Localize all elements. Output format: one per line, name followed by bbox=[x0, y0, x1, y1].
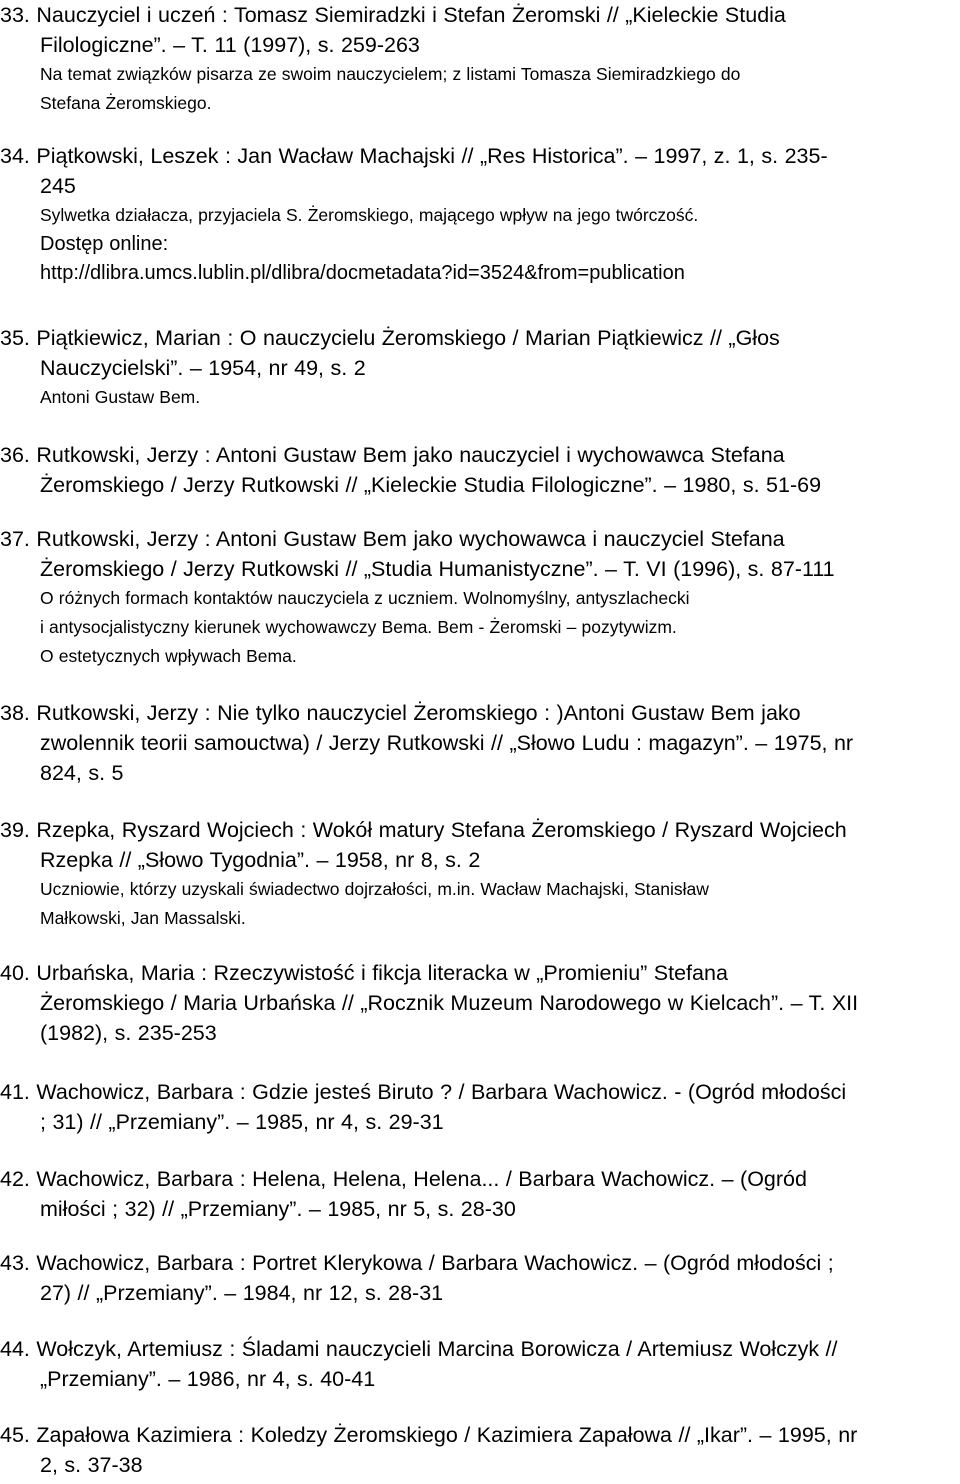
entry-citation bbox=[0, 958, 955, 1048]
entry-number: 44. bbox=[0, 1337, 30, 1361]
bibliography-entry-44 bbox=[0, 1334, 955, 1394]
entry-citation bbox=[0, 1248, 955, 1308]
annotation-line: Uczniowie, którzy uzyskali świadectwo dojrzałości, m.in. Wacław Machajski, Stanisław bbox=[40, 879, 709, 899]
entry-citation bbox=[0, 1334, 955, 1394]
bibliography-entry-45 bbox=[0, 1420, 955, 1480]
bibliography-entry-43 bbox=[0, 1248, 955, 1308]
entry-number: 41. bbox=[0, 1080, 30, 1104]
citation-line: Nauczycielski”. – 1954, nr 49, s. 2 bbox=[40, 356, 366, 380]
citation-line: 2, s. 37-38 bbox=[40, 1453, 143, 1477]
citation-line: 824, s. 5 bbox=[40, 761, 124, 785]
citation-line: Piątkiewicz, Marian : O nauczycielu Żeromskiego / Marian Piątkiewicz // „Głos bbox=[36, 326, 780, 350]
entry-annotation bbox=[0, 383, 955, 412]
bibliography-entry-37 bbox=[0, 524, 955, 671]
citation-line: zwolennik teorii samouctwa) / Jerzy Rutkowski // „Słowo Ludu : magazyn”. – 1975, nr bbox=[40, 731, 854, 755]
annotation-line: Dostęp online: bbox=[40, 233, 169, 255]
citation-line: Rutkowski, Jerzy : Antoni Gustaw Bem jako wychowawca i nauczyciel Stefana bbox=[36, 527, 785, 551]
entry-citation bbox=[0, 1420, 955, 1480]
entry-annotation bbox=[0, 584, 955, 671]
bibliography-entry-39 bbox=[0, 815, 955, 933]
citation-line: Żeromskiego / Jerzy Rutkowski // „Studia Humanistyczne”. – T. VI (1996), s. 87-111 bbox=[40, 557, 835, 581]
citation-line: miłości ; 32) // „Przemiany”. – 1985, nr 5, s. 28-30 bbox=[40, 1197, 516, 1221]
citation-line: Nauczyciel i uczeń : Tomasz Siemiradzki i Stefan Żeromski // „Kieleckie Studia bbox=[36, 3, 786, 27]
entry-number: 34. bbox=[0, 144, 30, 168]
entry-number: 45. bbox=[0, 1423, 30, 1447]
entry-annotation bbox=[0, 875, 955, 933]
citation-line: Rzepka // „Słowo Tygodnia”. – 1958, nr 8, s. 2 bbox=[40, 848, 481, 872]
entry-number: 40. bbox=[0, 961, 30, 985]
entry-citation bbox=[0, 1077, 955, 1137]
entry-citation bbox=[0, 440, 955, 500]
citation-line: „Przemiany”. – 1986, nr 4, s. 40-41 bbox=[40, 1367, 376, 1391]
entry-citation bbox=[0, 0, 955, 60]
annotation-line: O różnych formach kontaktów nauczyciela z uczniem. Wolnomyślny, antyszlachecki bbox=[40, 588, 690, 608]
annotation-line: Stefana Żeromskiego. bbox=[40, 93, 212, 113]
entry-number: 33. bbox=[0, 3, 30, 27]
citation-line: Piątkowski, Leszek : Jan Wacław Machajski // „Res Historica”. – 1997, z. 1, s. 235- bbox=[36, 144, 828, 168]
bibliography-entry-35 bbox=[0, 323, 955, 412]
bibliography-entry-40 bbox=[0, 958, 955, 1048]
annotation-line: Na temat związków pisarza ze swoim nauczycielem; z listami Tomasza Siemiradzkiego do bbox=[40, 64, 741, 84]
citation-line: Filologiczne”. – T. 11 (1997), s. 259-263 bbox=[40, 33, 420, 57]
entry-citation bbox=[0, 1164, 955, 1224]
entry-number: 37. bbox=[0, 527, 30, 551]
annotation-line: i antysocjalistyczny kierunek wychowawczy Bema. Bem - Żeromski – pozytywizm. bbox=[40, 617, 677, 637]
citation-line: Żeromskiego / Jerzy Rutkowski // „Kieleckie Studia Filologiczne”. – 1980, s. 51-69 bbox=[40, 473, 822, 497]
entry-citation bbox=[0, 815, 955, 875]
entry-number: 35. bbox=[0, 326, 30, 350]
citation-line: Wachowicz, Barbara : Helena, Helena, Helena... / Barbara Wachowicz. – (Ogród bbox=[36, 1167, 807, 1191]
annotation-line: Małkowski, Jan Massalski. bbox=[40, 908, 246, 928]
citation-line: Urbańska, Maria : Rzeczywistość i fikcja literacka w „Promieniu” Stefana bbox=[36, 961, 728, 985]
entry-citation bbox=[0, 698, 955, 788]
annotation-line: Sylwetka działacza, przyjaciela S. Żeromskiego, mającego wpływ na jego twórczość. bbox=[40, 205, 699, 225]
entry-annotation bbox=[0, 60, 955, 118]
bibliography-entry-41 bbox=[0, 1077, 955, 1137]
bibliography-entry-34 bbox=[0, 141, 955, 288]
entry-citation bbox=[0, 141, 955, 201]
entry-annotation bbox=[0, 201, 955, 288]
online-link[interactable]: http://dlibra.umcs.lublin.pl/dlibra/docmetadata?id=3524&from=publication bbox=[40, 262, 685, 284]
citation-line: Żeromskiego / Maria Urbańska // „Rocznik Muzeum Narodowego w Kielcach”. – T. XII bbox=[40, 991, 859, 1015]
citation-line: Zapałowa Kazimiera : Koledzy Żeromskiego / Kazimiera Zapałowa // „Ikar”. – 1995, nr bbox=[36, 1423, 858, 1447]
citation-line: Wachowicz, Barbara : Gdzie jesteś Biruto ? / Barbara Wachowicz. - (Ogród młodości bbox=[36, 1080, 847, 1104]
annotation-line: Antoni Gustaw Bem. bbox=[40, 387, 201, 407]
citation-line: ; 31) // „Przemiany”. – 1985, nr 4, s. 29-31 bbox=[40, 1110, 444, 1134]
entry-number: 39. bbox=[0, 818, 30, 842]
bibliography-entry-38 bbox=[0, 698, 955, 788]
entry-number: 36. bbox=[0, 443, 30, 467]
citation-line: Rutkowski, Jerzy : Antoni Gustaw Bem jako nauczyciel i wychowawca Stefana bbox=[36, 443, 785, 467]
bibliography-entry-33 bbox=[0, 0, 955, 118]
entry-number: 42. bbox=[0, 1167, 30, 1191]
citation-line: 245 bbox=[40, 174, 76, 198]
citation-line: Wołczyk, Artemiusz : Śladami nauczycieli Marcina Borowicza / Artemiusz Wołczyk // bbox=[36, 1337, 838, 1361]
citation-line: 27) // „Przemiany”. – 1984, nr 12, s. 28-31 bbox=[40, 1281, 444, 1305]
entry-citation bbox=[0, 323, 955, 383]
bibliography-entry-36 bbox=[0, 440, 955, 500]
entry-number: 43. bbox=[0, 1251, 30, 1275]
entry-citation bbox=[0, 524, 955, 584]
citation-line: (1982), s. 235-253 bbox=[40, 1021, 217, 1045]
citation-line: Rzepka, Ryszard Wojciech : Wokół matury Stefana Żeromskiego / Ryszard Wojciech bbox=[36, 818, 847, 842]
citation-line: Rutkowski, Jerzy : Nie tylko nauczyciel Żeromskiego : )Antoni Gustaw Bem jako bbox=[36, 701, 801, 725]
annotation-line: O estetycznych wpływach Bema. bbox=[40, 646, 297, 666]
entry-number: 38. bbox=[0, 701, 30, 725]
bibliography-entry-42 bbox=[0, 1164, 955, 1224]
citation-line: Wachowicz, Barbara : Portret Klerykowa / Barbara Wachowicz. – (Ogród młodości ; bbox=[36, 1251, 834, 1275]
